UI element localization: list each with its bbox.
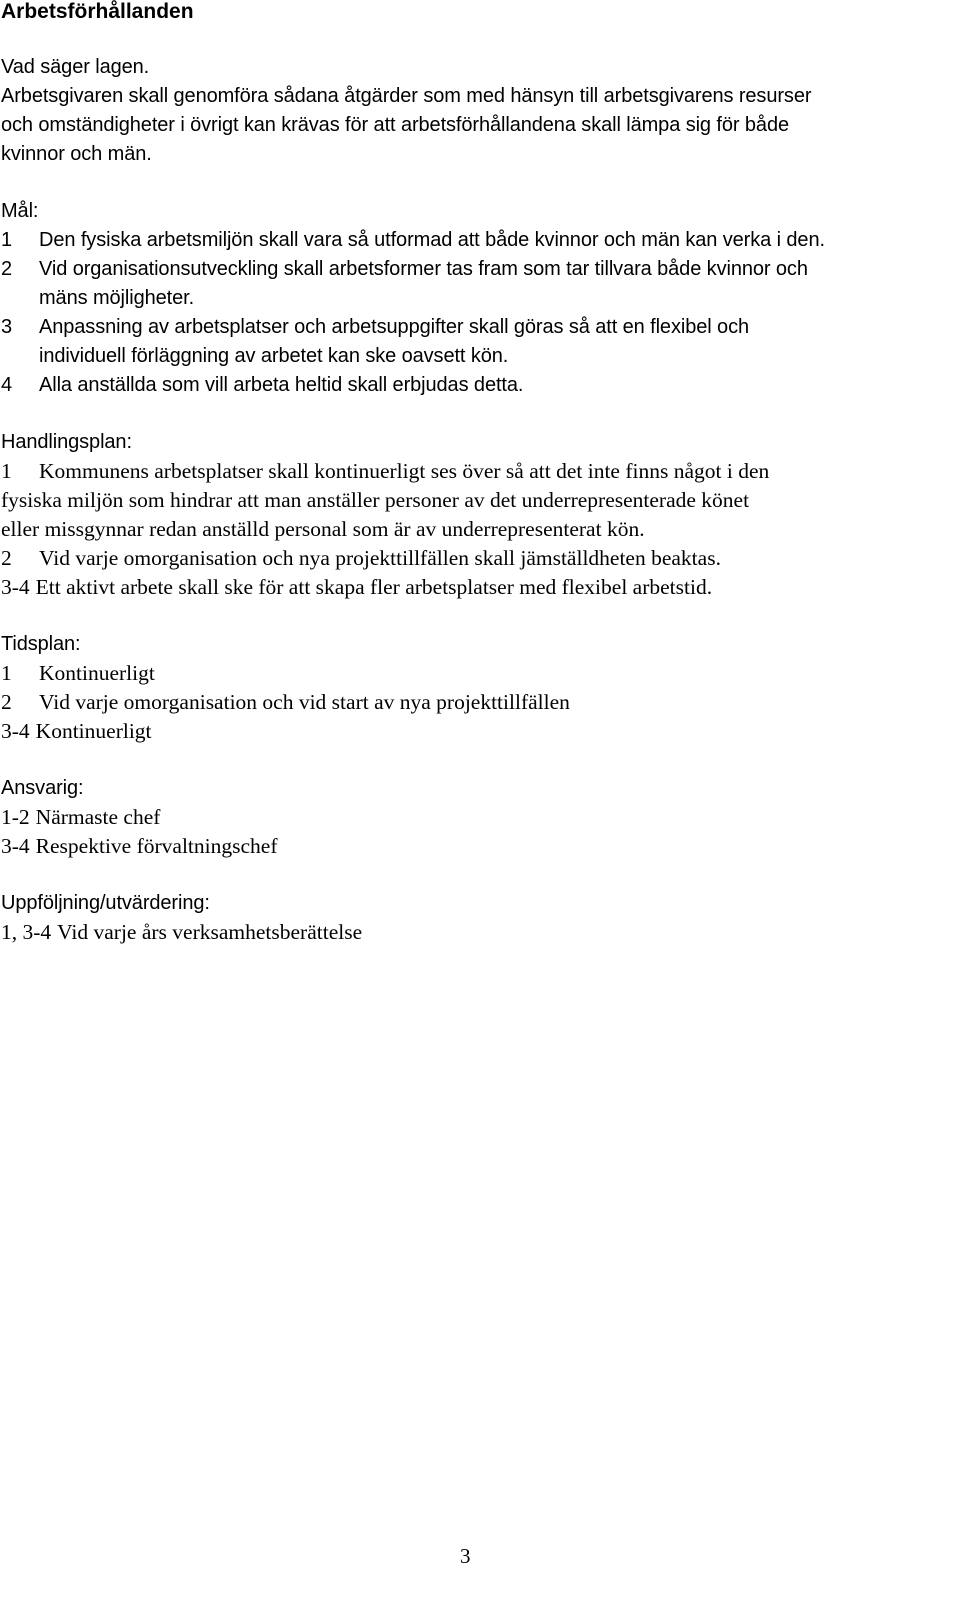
responsible-number: 1-2 — [1, 805, 30, 829]
law-text-line: Arbetsgivaren skall genomföra sådana åtgärder som med hänsyn till arbetsgivarens resurser — [1, 85, 812, 107]
goal-item — [1, 226, 960, 255]
schedule-item — [1, 688, 960, 717]
responsible-text: Respektive förvaltningschef — [35, 834, 278, 858]
action-number: 2 — [1, 546, 12, 570]
goal-item — [1, 313, 960, 371]
followup-text: Vid varje års verksamhetsberättelse — [57, 920, 363, 944]
responsible-item — [1, 803, 960, 832]
schedule-number: 1 — [1, 661, 12, 685]
goal-text — [39, 226, 960, 255]
action-item — [1, 457, 960, 486]
goal-number: 3 — [1, 316, 13, 338]
goal-text — [39, 313, 960, 371]
goals-section — [1, 197, 960, 400]
action-item — [1, 544, 960, 573]
spacer — [1, 602, 960, 630]
goal-text-line: mäns möjligheter. — [39, 287, 195, 309]
law-section — [1, 53, 960, 169]
law-text-line: och omständigheter i övrigt kan krävas för att arbetsförhållandena skall lämpa sig för både — [1, 114, 790, 136]
action-text-line: eller missgynnar redan anställd personal som är av underrepresenterat kön. — [1, 517, 645, 541]
followup-section — [1, 889, 960, 947]
action-text-line: Kommunens arbetsplatser skall kontinuerligt ses över så att det inte finns något i den — [39, 459, 770, 483]
action-plan-heading: Handlingsplan: — [1, 431, 132, 453]
goal-text-line: Alla anställda som vill arbeta heltid skall erbjudas detta. — [39, 374, 524, 396]
law-text-line: kvinnor och män. — [1, 143, 152, 165]
action-text-line: fysiska miljön som hindrar att man anställer personer av det underrepresenterade könet — [1, 488, 750, 512]
goal-number: 4 — [1, 374, 13, 396]
law-heading: Vad säger lagen. — [1, 56, 150, 78]
spacer — [1, 400, 960, 428]
goal-text-line: Den fysiska arbetsmiljön skall vara så utformad att både kvinnor och män kan verka i den. — [39, 229, 825, 251]
goal-number: 2 — [1, 258, 13, 280]
action-number: 3-4 — [1, 575, 30, 599]
spacer — [1, 861, 960, 889]
responsible-text: Närmaste chef — [35, 805, 161, 829]
spacer — [1, 169, 960, 197]
followup-item — [1, 918, 960, 947]
goal-text-line: Vid organisationsutveckling skall arbetsformer tas fram som tar tillvara både kvinnor och — [39, 258, 808, 280]
goal-text-line: Anpassning av arbetsplatser och arbetsuppgifter skall göras så att en flexibel och — [39, 316, 749, 338]
page-number: 3 — [460, 1544, 471, 1568]
schedule-text: Kontinuerligt — [39, 661, 155, 685]
spacer — [1, 24, 960, 53]
schedule-section — [1, 630, 960, 746]
responsible-number: 3-4 — [1, 834, 30, 858]
action-text-line: Ett aktivt arbete skall ske för att skapa fler arbetsplatser med flexibel arbetstid. — [35, 575, 713, 599]
page-title: Arbetsförhållanden — [1, 0, 194, 23]
goal-text — [39, 255, 960, 313]
goal-item — [1, 371, 960, 400]
action-text — [39, 544, 960, 573]
schedule-text: Vid varje omorganisation och vid start av nya projekttillfällen — [39, 690, 570, 714]
schedule-number: 2 — [1, 690, 12, 714]
action-plan-section — [1, 428, 960, 602]
action-text-line: Vid varje omorganisation och nya projekttillfällen skall jämställdheten beaktas. — [39, 546, 721, 570]
responsible-item — [1, 832, 960, 861]
goals-heading: Mål: — [1, 200, 39, 222]
spacer — [1, 746, 960, 774]
action-text — [36, 573, 960, 602]
responsible-heading: Ansvarig: — [1, 777, 84, 799]
schedule-heading: Tidsplan: — [1, 633, 81, 655]
followup-heading: Uppföljning/utvärdering: — [1, 892, 210, 914]
action-item — [1, 573, 960, 602]
goal-number: 1 — [1, 229, 13, 251]
responsible-section — [1, 774, 960, 861]
followup-number: 1, 3-4 — [1, 920, 52, 944]
goal-text-line: individuell förläggning av arbetet kan ske oavsett kön. — [39, 345, 509, 367]
action-text — [39, 457, 960, 486]
action-number: 1 — [1, 459, 12, 483]
goal-item — [1, 255, 960, 313]
schedule-item — [1, 659, 960, 688]
schedule-item — [1, 717, 960, 746]
schedule-text: Kontinuerligt — [35, 719, 152, 743]
goal-text — [39, 371, 960, 400]
schedule-number: 3-4 — [1, 719, 30, 743]
